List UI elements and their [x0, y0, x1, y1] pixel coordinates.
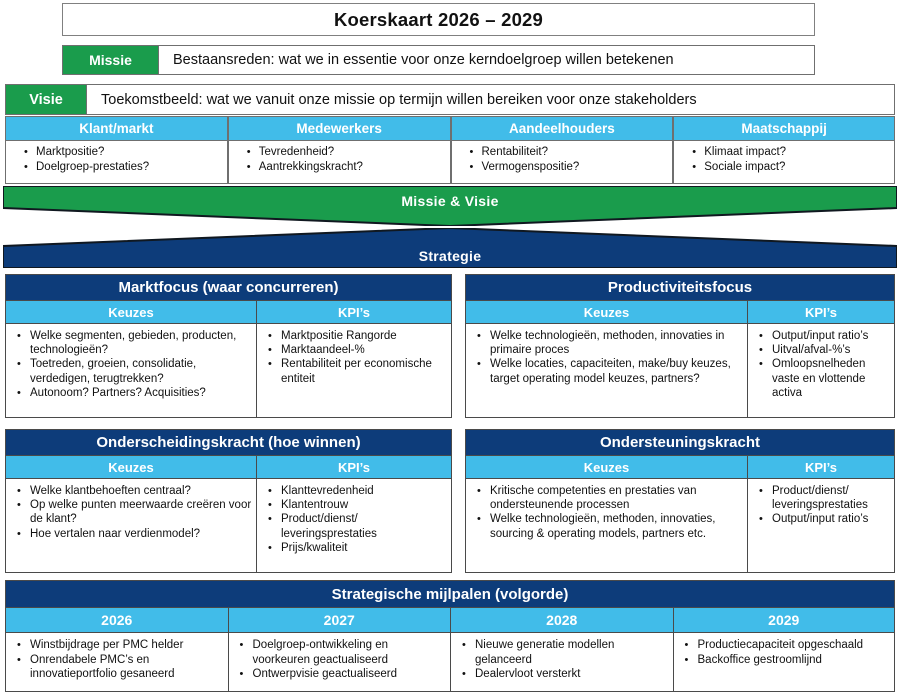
- stakeholder-columns: [5, 116, 895, 184]
- column-header-kpis: KPI’s: [257, 456, 452, 479]
- vision-label: Visie: [5, 84, 87, 115]
- list-item: • Doelgroep-prestaties?: [36, 160, 225, 175]
- stakeholder-column-aandeelhouders: [451, 116, 674, 184]
- list-item: • Sociale impact?: [704, 160, 892, 175]
- list-item: • Welke technologieën, methoden, innovaties, sourcing & operating models, partners etc.: [490, 512, 743, 540]
- page-title: Koerskaart 2026 – 2029: [333, 8, 544, 30]
- page-title-box: [62, 3, 815, 36]
- list-item: • Omloopsnelheden vaste en vlottende activa: [772, 357, 890, 400]
- milestone-year: 2028: [450, 608, 673, 633]
- quadrant-choices-column: [5, 301, 257, 418]
- list-item: • Welke klantbehoeften centraal?: [30, 484, 252, 498]
- milestone-column-2028: [450, 608, 673, 692]
- mission-vision-chevron: [3, 186, 897, 226]
- milestones-title: Strategische mijlpalen (volgorde): [5, 580, 895, 608]
- list-item: • Onrendabele PMC’s en innovatieportfolio gesaneerd: [30, 653, 224, 682]
- milestone-year: 2027: [228, 608, 451, 633]
- column-header-kpis: KPI’s: [748, 301, 895, 324]
- stakeholder-column-maatschappij: [673, 116, 895, 184]
- column-header-kpis: KPI’s: [257, 301, 452, 324]
- list-item: • Aantrekkingskracht?: [259, 160, 448, 175]
- column-body-keuzes: [5, 324, 257, 418]
- milestones-section: [5, 580, 895, 690]
- column-header-kpis: KPI’s: [748, 456, 895, 479]
- quadrant-choices-column: [5, 456, 257, 573]
- mission-vision-chevron-label: Missie & Visie: [401, 193, 499, 209]
- column-header-keuzes: Keuzes: [465, 301, 748, 324]
- list-item: • Nieuwe generatie modellen gelanceerd: [475, 638, 669, 667]
- list-item: • Autonoom? Partners? Acquisities?: [30, 386, 252, 400]
- list-item: • Op welke punten meerwaarde creëren voor de klant?: [30, 498, 252, 526]
- milestone-column-2027: [228, 608, 451, 692]
- list-item: • Ontwerpvisie geactualiseerd: [253, 667, 447, 682]
- column-body-kpis: [748, 324, 895, 418]
- milestone-body: [673, 633, 896, 692]
- list-item: • Marktpositie Rangorde: [281, 329, 447, 343]
- quadrant-title: Marktfocus (waar concurreren): [5, 274, 452, 301]
- list-item: • Welke locaties, capaciteiten, make/buy keuzes, target operating model keuzes, partners?: [490, 357, 743, 385]
- list-item: • Hoe vertalen naar verdienmodel?: [30, 527, 252, 541]
- milestone-column-2029: [673, 608, 896, 692]
- strategy-chevron-label: Strategie: [418, 248, 482, 264]
- column-body-kpis: [257, 479, 452, 573]
- chevron-up-shape: [3, 228, 897, 268]
- list-item: • Productiecapaciteit opgeschaald: [698, 638, 891, 653]
- list-item: • Welke segmenten, gebieden, producten, technologieën?: [30, 329, 252, 357]
- list-item: • Klantentrouw: [281, 498, 447, 512]
- quadrant-kpi-column: [748, 301, 895, 418]
- column-body-kpis: [257, 324, 452, 418]
- list-item: • Output/input ratio’s: [772, 512, 890, 526]
- mission-label: Missie: [62, 45, 159, 75]
- list-item: • Toetreden, groeien, consolidatie, verdedigen, terugtrekken?: [30, 357, 252, 385]
- column-body-keuzes: [5, 479, 257, 573]
- stakeholder-header: Medewerkers: [228, 116, 450, 141]
- strategy-chevron: [3, 228, 897, 268]
- column-body-kpis: [748, 479, 895, 573]
- list-item: • Rentabiliteit?: [482, 145, 671, 160]
- quadrant-title: Productiviteitsfocus: [465, 274, 895, 301]
- list-item: • Output/input ratio’s: [772, 329, 890, 343]
- vision-row: [5, 84, 895, 113]
- chevron-down-shape: [3, 186, 897, 226]
- quadrant-choices-column: [465, 456, 748, 573]
- list-item: • Kritische competenties en prestaties van ondersteunende processen: [490, 484, 743, 512]
- quadrant-kpi-column: [257, 456, 452, 573]
- stakeholder-column-klant-markt: [5, 116, 228, 184]
- list-item: • Dealervloot versterkt: [475, 667, 669, 682]
- quadrant-kpi-column: [748, 456, 895, 573]
- list-item: • Doelgroep-ontwikkeling en voorkeuren geactualiseerd: [253, 638, 447, 667]
- milestone-body: [450, 633, 673, 692]
- mission-text: Bestaansreden: wat we in essentie voor onze kerndoelgroep willen betekenen: [159, 45, 815, 75]
- milestone-year: 2029: [673, 608, 896, 633]
- list-item: • Uitval/afval-%’s: [772, 343, 890, 357]
- list-item: • Prijs/kwaliteit: [281, 541, 447, 555]
- quadrant-choices-column: [465, 301, 748, 418]
- milestone-year: 2026: [5, 608, 228, 633]
- stakeholder-header: Aandeelhouders: [451, 116, 673, 141]
- quadrant-ondersteuningskracht: [465, 429, 895, 571]
- stakeholder-body: [228, 141, 450, 184]
- column-body-keuzes: [465, 479, 748, 573]
- stakeholder-body: [451, 141, 673, 184]
- list-item: • Vermogenspositie?: [482, 160, 671, 175]
- quadrant-marktfocus: [5, 274, 452, 416]
- column-body-keuzes: [465, 324, 748, 418]
- list-item: • Tevredenheid?: [259, 145, 448, 160]
- column-header-keuzes: Keuzes: [5, 456, 257, 479]
- quadrant-onderscheidingskracht: [5, 429, 452, 571]
- stakeholder-header: Maatschappij: [673, 116, 895, 141]
- list-item: • Backoffice gestroomlijnd: [698, 653, 891, 668]
- list-item: • Klimaat impact?: [704, 145, 892, 160]
- quadrant-title: Ondersteuningskracht: [465, 429, 895, 456]
- quadrant-kpi-column: [257, 301, 452, 418]
- list-item: • Klanttevredenheid: [281, 484, 447, 498]
- stakeholder-column-medewerkers: [228, 116, 451, 184]
- quadrant-productiviteitsfocus: [465, 274, 895, 416]
- stakeholder-body: [5, 141, 227, 184]
- list-item: • Marktpositie?: [36, 145, 225, 160]
- list-item: • Rentabiliteit per economische entiteit: [281, 357, 447, 385]
- column-header-keuzes: Keuzes: [5, 301, 257, 324]
- quadrant-title: Onderscheidingskracht (hoe winnen): [5, 429, 452, 456]
- stakeholder-header: Klant/markt: [5, 116, 227, 141]
- list-item: • Welke technologieën, methoden, innovaties in primaire proces: [490, 329, 743, 357]
- list-item: • Product/dienst/ leveringsprestaties: [281, 512, 447, 540]
- column-header-keuzes: Keuzes: [465, 456, 748, 479]
- list-item: • Marktaandeel-%: [281, 343, 447, 357]
- vision-text: Toekomstbeeld: wat we vanuit onze missie op termijn willen bereiken voor onze stakeholders: [87, 84, 895, 115]
- mission-row: [62, 45, 815, 73]
- milestone-body: [228, 633, 451, 692]
- list-item: • Winstbijdrage per PMC helder: [30, 638, 224, 653]
- milestone-body: [5, 633, 228, 692]
- milestone-column-2026: [5, 608, 228, 692]
- stakeholder-body: [673, 141, 895, 184]
- list-item: • Product/dienst/ leveringsprestaties: [772, 484, 890, 512]
